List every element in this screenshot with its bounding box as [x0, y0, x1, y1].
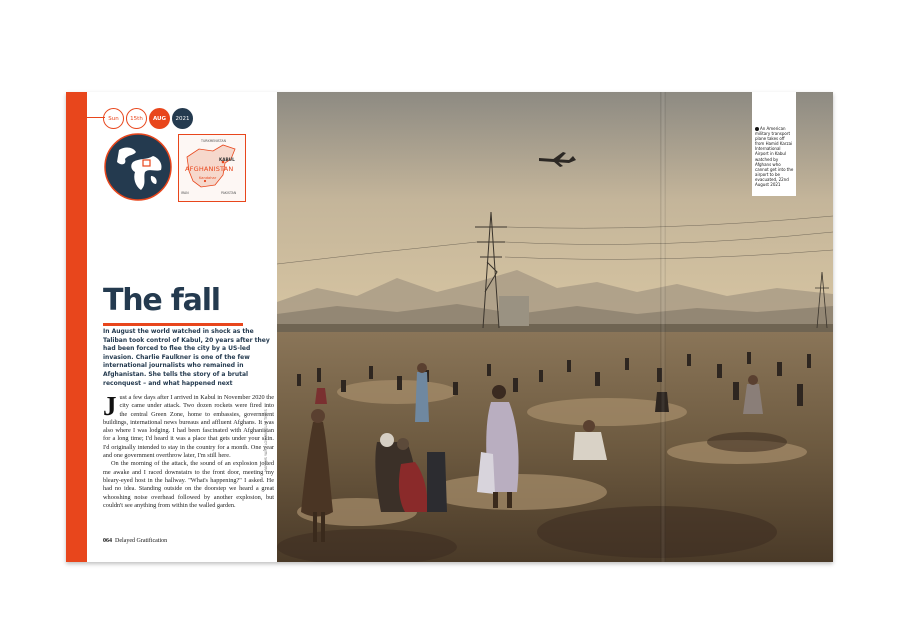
- standfirst: [103, 328, 275, 388]
- date-connector-line: [87, 117, 105, 118]
- map-label-west: IRAN: [181, 191, 189, 195]
- magazine-spread: [66, 92, 833, 562]
- date-badge: 15th: [126, 108, 147, 129]
- author-name: Charlie Faulkner: [135, 353, 192, 361]
- page-number: 064: [103, 538, 112, 544]
- globe-icon: [103, 132, 173, 202]
- map-label-east: PAKISTAN: [221, 191, 237, 195]
- page-folio: [103, 538, 167, 544]
- standfirst-tail: is one of the few international journalists who remained in Afghanistan. She tells the story of a brutal reconquest – and what happened next: [103, 353, 250, 387]
- magazine-name: Delayed Gratification: [115, 538, 168, 544]
- standfirst-lead: In August the world watched in shock as the Taliban took control of Kabul, 20 years after they had been forced to flee the city by a US-led invasion.: [103, 328, 270, 361]
- map-label-north: TURKMENISTAN: [201, 139, 226, 143]
- map-country-name: AFGHANISTAN: [185, 165, 234, 173]
- kabul-airport-photo: [277, 92, 833, 562]
- article-body: [103, 391, 274, 510]
- map-capital-label: KABUL: [219, 157, 235, 162]
- photo-scene: [277, 92, 833, 562]
- paragraph-2: On the morning of the attack, the sound of an explosion jolted me awake and I raced downstairs to the front door, meeting my bleary-eyed host in the hallway. "What's happening?" I asked. He had no idea. Standing outside on the doorstep we heard a great whooshing noise overhead followed by another explosion, but couldn't see anything from within the walled garden.: [103, 460, 274, 509]
- article-headline: The fall: [103, 283, 220, 318]
- afghanistan-map: [178, 134, 246, 202]
- day-badge: Sun: [103, 108, 124, 129]
- map-city-label: Kandahar: [199, 176, 217, 180]
- photo-credit: MARCUS YAM / LOS ANGELES TIMES: [264, 409, 268, 472]
- photo-caption: [752, 92, 796, 196]
- headline-rule: [103, 323, 243, 326]
- year-badge: 2021: [172, 108, 193, 129]
- drop-cap: J: [103, 391, 117, 421]
- date-badges: [103, 108, 195, 129]
- accent-bar: [66, 92, 87, 562]
- caption-text: An American military transport plane takes off from Hamid Karzai International Airport in Kabul watched by Afghans who cannot get into the airport to be evacuated, 22nd August 2021: [755, 126, 794, 188]
- page-gutter: [660, 92, 666, 562]
- month-badge: AUG: [149, 108, 170, 129]
- left-page: [66, 92, 277, 562]
- paragraph-1: ust a few days after I arrived in Kabul in November 2020 the city came under attack. Two dozen rockets were fired into the central Green Zone, home to embassies, government buildings, international news bureaus and affluent Afghans. It was also where I was lodging. I had been fascinated with Afghanistan for a long time; I'd heard it was a place that gets under your skin. I'd originally intended to stay in the country for a month. One year and one government overthrow later, I'm still here.: [103, 394, 274, 460]
